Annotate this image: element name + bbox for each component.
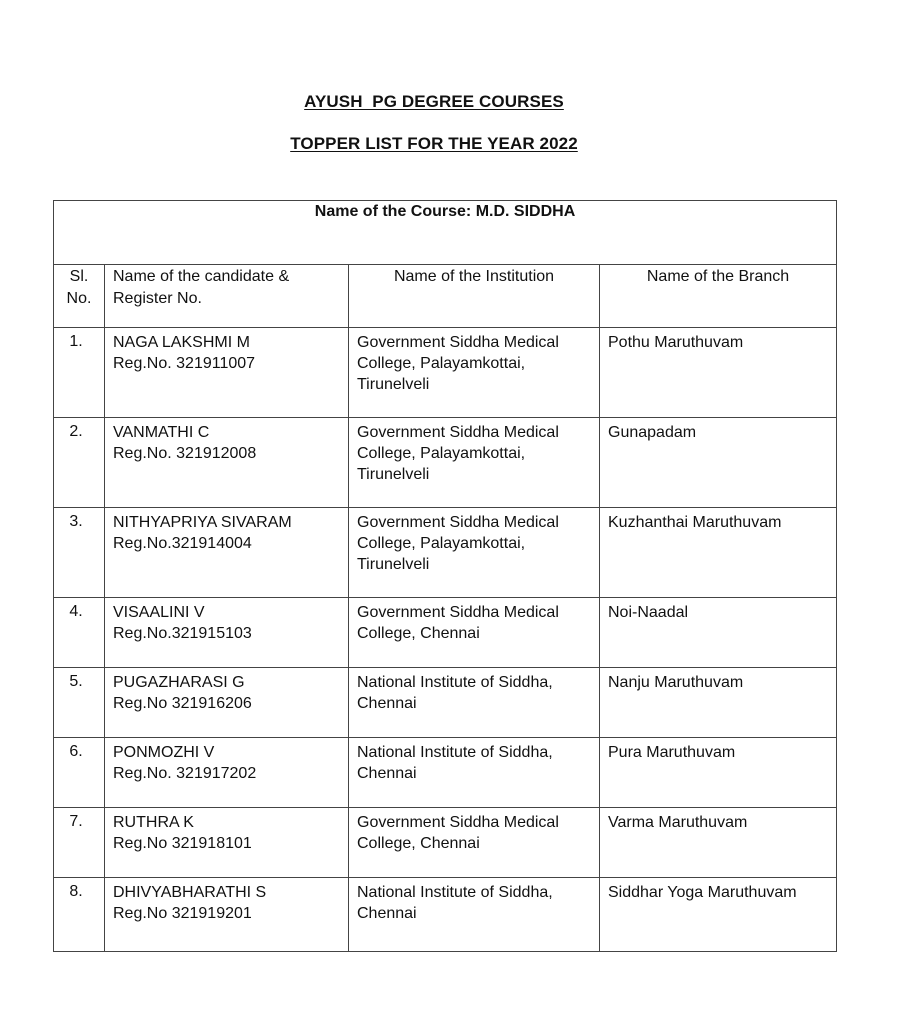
branch-cell: Pura Maruthuvam [600, 738, 837, 808]
candidate-cell [105, 668, 349, 738]
register-number: Reg.No. 321911007 [113, 355, 256, 372]
candidate-name: VISAALINI V [113, 604, 205, 621]
table-row [54, 808, 837, 878]
candidate-name: VANMATHI C [113, 424, 210, 441]
course-name: Name of the Course: M.D. SIDDHA [54, 201, 837, 265]
institution-cell [349, 328, 600, 418]
table-row [54, 598, 837, 668]
register-number: Reg.No. 321912008 [113, 445, 257, 462]
institution-cell [349, 738, 600, 808]
candidate-cell [105, 328, 349, 418]
table-row [54, 418, 837, 508]
candidate-cell [105, 878, 349, 952]
institution-line: Tirunelveli [357, 466, 430, 483]
table-row [54, 328, 837, 418]
candidate-cell [105, 598, 349, 668]
branch-cell: Varma Maruthuvam [600, 808, 837, 878]
register-number: Reg.No 321919201 [113, 905, 252, 922]
institution-line: Government Siddha Medical [357, 424, 559, 441]
candidate-cell [105, 738, 349, 808]
header-sl-line2: No. [66, 290, 92, 307]
table-row [54, 738, 837, 808]
candidate-name: RUTHRA K [113, 814, 194, 831]
header-sl-no [54, 265, 105, 328]
institution-line: National Institute of Siddha, [357, 884, 553, 901]
serial-number: 4. [54, 598, 105, 668]
institution-line: Tirunelveli [357, 376, 430, 393]
document-title: AYUSH PG DEGREE COURSES [304, 92, 564, 111]
document-subtitle: TOPPER LIST FOR THE YEAR 2022 [290, 134, 578, 153]
institution-line: College, Palayamkottai, [357, 445, 526, 462]
candidate-name: PONMOZHI V [113, 744, 215, 761]
institution-cell [349, 598, 600, 668]
institution-line: Chennai [357, 695, 417, 712]
topper-table [53, 200, 837, 952]
serial-number: 1. [54, 328, 105, 418]
institution-cell [349, 808, 600, 878]
institution-cell [349, 418, 600, 508]
branch-cell: Kuzhanthai Maruthuvam [600, 508, 837, 598]
serial-number: 7. [54, 808, 105, 878]
table-row [54, 878, 837, 952]
institution-line: College, Palayamkottai, [357, 355, 526, 372]
register-number: Reg.No 321916206 [113, 695, 252, 712]
header-row [54, 265, 837, 328]
table-row [54, 508, 837, 598]
institution-line: Chennai [357, 765, 417, 782]
branch-cell: Noi-Naadal [600, 598, 837, 668]
serial-number: 3. [54, 508, 105, 598]
header-institution: Name of the Institution [349, 265, 600, 328]
register-number: Reg.No.321915103 [113, 625, 252, 642]
register-number: Reg.No 321918101 [113, 835, 252, 852]
branch-cell: Nanju Maruthuvam [600, 668, 837, 738]
candidate-name: NITHYAPRIYA SIVARAM [113, 514, 292, 531]
institution-line: Tirunelveli [357, 556, 430, 573]
institution-line: Government Siddha Medical [357, 514, 559, 531]
institution-cell [349, 878, 600, 952]
header-branch: Name of the Branch [600, 265, 837, 328]
serial-number: 6. [54, 738, 105, 808]
institution-line: College, Palayamkottai, [357, 535, 526, 552]
candidate-name: NAGA LAKSHMI M [113, 334, 250, 351]
branch-cell: Pothu Maruthuvam [600, 328, 837, 418]
branch-cell: Siddhar Yoga Maruthuvam [600, 878, 837, 952]
header-candidate-line2: Register No. [113, 290, 202, 307]
header-candidate [105, 265, 349, 328]
serial-number: 5. [54, 668, 105, 738]
institution-line: College, Chennai [357, 835, 480, 852]
serial-number: 8. [54, 878, 105, 952]
institution-cell [349, 668, 600, 738]
candidate-cell [105, 808, 349, 878]
candidate-cell [105, 508, 349, 598]
institution-line: National Institute of Siddha, [357, 744, 553, 761]
candidate-cell [105, 418, 349, 508]
table-row [54, 668, 837, 738]
institution-line: Government Siddha Medical [357, 814, 559, 831]
register-number: Reg.No. 321917202 [113, 765, 257, 782]
candidate-name: PUGAZHARASI G [113, 674, 245, 691]
header-candidate-line1: Name of the candidate & [113, 268, 290, 285]
candidate-name: DHIVYABHARATHI S [113, 884, 267, 901]
course-row [54, 201, 837, 265]
branch-cell: Gunapadam [600, 418, 837, 508]
register-number: Reg.No.321914004 [113, 535, 252, 552]
institution-line: Chennai [357, 905, 417, 922]
serial-number: 2. [54, 418, 105, 508]
institution-line: Government Siddha Medical [357, 334, 559, 351]
institution-line: Government Siddha Medical [357, 604, 559, 621]
institution-line: National Institute of Siddha, [357, 674, 553, 691]
institution-line: College, Chennai [357, 625, 480, 642]
institution-cell [349, 508, 600, 598]
header-sl-line1: Sl. [69, 268, 89, 285]
